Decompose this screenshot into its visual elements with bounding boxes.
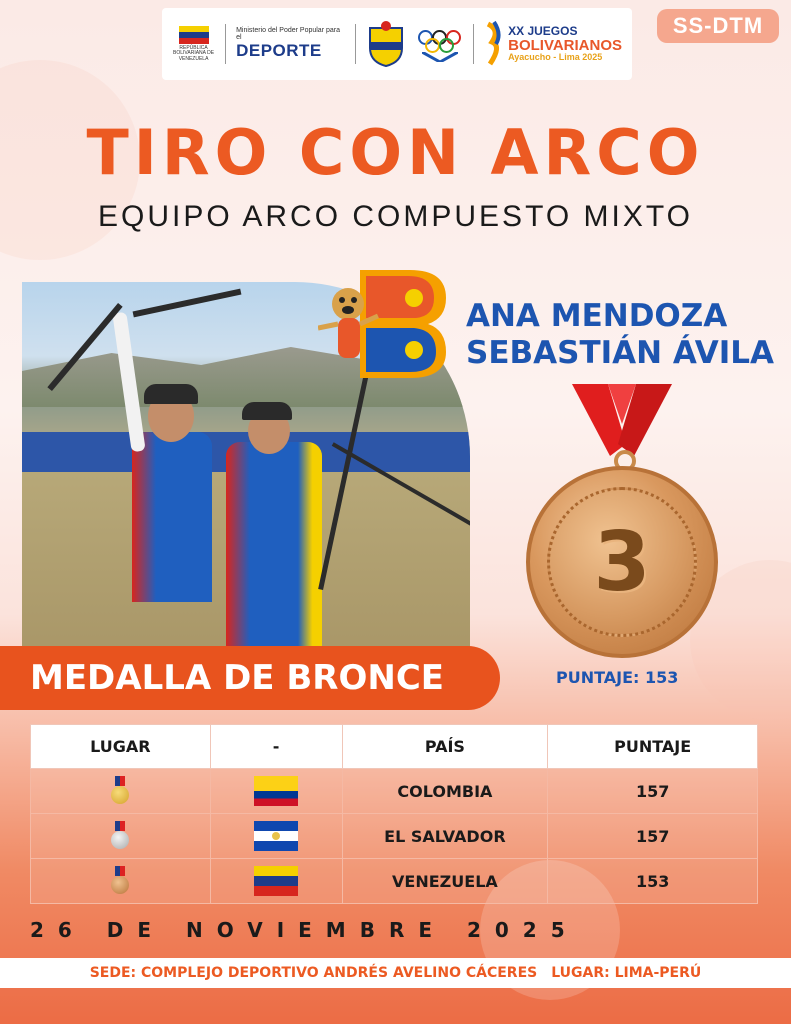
- medal-banner: MEDALLA DE BRONCE: [0, 646, 500, 710]
- sponsor-logo-bar: [162, 8, 632, 80]
- table-row: [31, 859, 758, 904]
- divider: [473, 24, 474, 64]
- table-header-row: [31, 725, 758, 769]
- page-title: TIRO CON ARCO: [86, 116, 705, 189]
- athlete-name-2: SEBASTIÁN ÁVILA: [466, 335, 775, 372]
- event-date: 26 DE NOVIEMBRE 2025: [30, 918, 579, 942]
- medal-place-number: 3: [593, 514, 651, 610]
- ministry-small-text: Ministerio del Poder Popular para el: [236, 27, 340, 41]
- location-text: LUGAR: LIMA-PERÚ: [551, 965, 702, 981]
- score-label: PUNTAJE: 153: [556, 668, 679, 687]
- ministry-logo: [236, 27, 345, 61]
- ministry-big-text: DEPORTE: [236, 41, 322, 60]
- medal-ribbon: [572, 384, 672, 456]
- code-badge: SS-DTM: [657, 9, 779, 43]
- page-subtitle: EQUIPO ARCO COMPUESTO MIXTO: [98, 200, 693, 233]
- divider: [355, 24, 356, 64]
- table-row: [31, 769, 758, 814]
- column-header: PUNTAJE: [548, 725, 758, 769]
- column-header: -: [210, 725, 342, 769]
- olympic-rings-icon: [416, 24, 463, 64]
- score-cell: 153: [548, 859, 758, 904]
- silver-medal-icon: [110, 821, 130, 851]
- place-cell: [31, 814, 211, 859]
- el-salvador-flag: [254, 821, 298, 851]
- athlete-name-1: ANA MENDOZA: [466, 298, 728, 334]
- place-cell: [31, 769, 211, 814]
- games-title-line3: Ayacucho - Lima 2025: [508, 52, 603, 63]
- place-cell: [31, 859, 211, 904]
- colombia-flag: [254, 776, 298, 806]
- games-title-line1: XX JUEGOS: [508, 24, 578, 39]
- score-cell: 157: [548, 814, 758, 859]
- column-header: LUGAR: [31, 725, 211, 769]
- results-table: [30, 724, 758, 904]
- table-row: [31, 814, 758, 859]
- venezuela-emblem-logo: [172, 24, 215, 64]
- country-cell: VENEZUELA: [342, 859, 548, 904]
- gold-medal-icon: [110, 776, 130, 806]
- venue-text: SEDE: COMPLEJO DEPORTIVO ANDRÉS AVELINO CÁCERES: [89, 965, 538, 981]
- games-title-line2: BOLIVARIANOS: [508, 36, 623, 54]
- flag-cell: [210, 814, 342, 859]
- bronze-medal-icon: [526, 466, 718, 658]
- sports-shield-icon: [366, 20, 406, 68]
- athlete-names: [466, 298, 778, 372]
- divider: [225, 24, 226, 64]
- venezuela-flag-icon: [179, 26, 209, 44]
- score-cell: 157: [548, 769, 758, 814]
- country-label: REPÚBLICA BOLIVARIANA DE VENEZUELA: [173, 44, 215, 62]
- flag-cell: [210, 769, 342, 814]
- footer-bar: [0, 958, 791, 988]
- column-header: PAÍS: [342, 725, 548, 769]
- venezuela-flag: [254, 866, 298, 896]
- country-cell: COLOMBIA: [342, 769, 548, 814]
- games-mascot-emblem: [318, 268, 448, 380]
- flag-cell: [210, 859, 342, 904]
- bronze-medal-icon: [110, 866, 130, 896]
- torch-icon: [484, 20, 504, 68]
- country-cell: EL SALVADOR: [342, 814, 548, 859]
- bolivarian-games-logo: [484, 20, 622, 68]
